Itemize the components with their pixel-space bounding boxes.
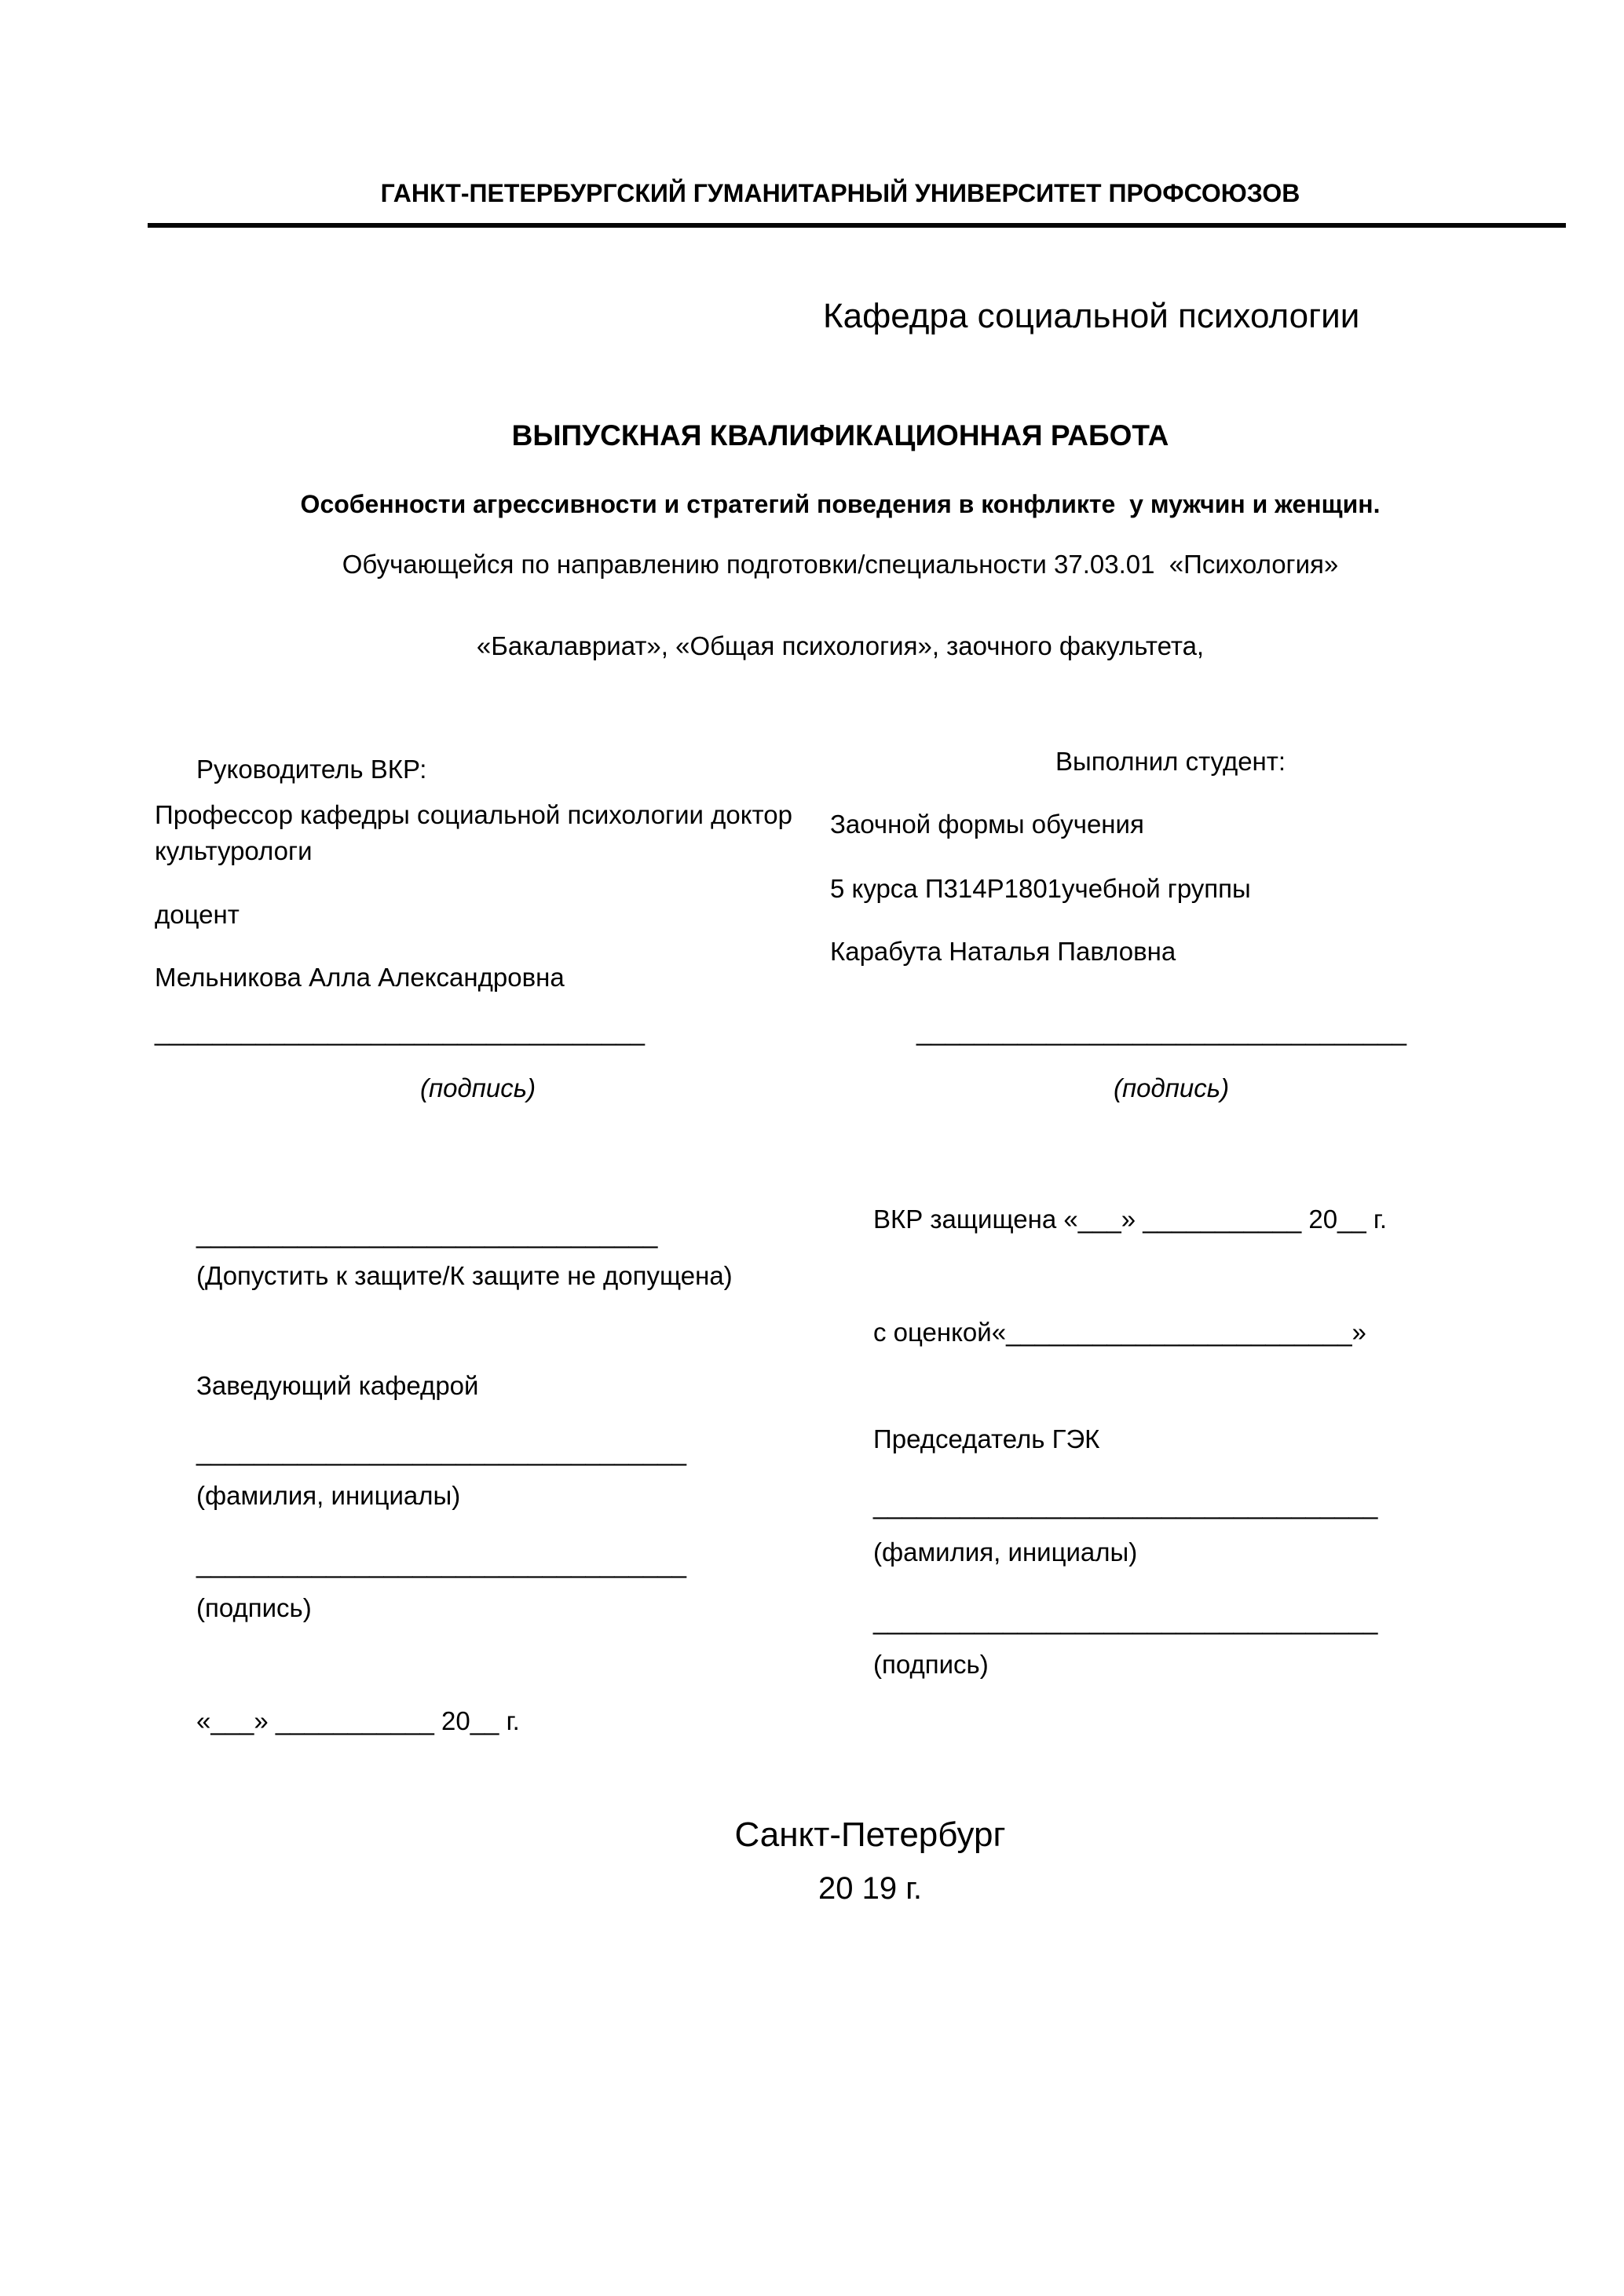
department-head-sign-caption: (подпись) — [196, 1593, 312, 1622]
gek-chair-name-line: ___________________________________ — [873, 1490, 1378, 1519]
supervisor-name: Мельникова Алла Александровна — [155, 963, 565, 992]
department-head-sign-line: __________________________________ — [196, 1549, 687, 1578]
supervisor-signature-caption: (подпись) — [420, 1073, 536, 1102]
gek-chair-label: Председатель ГЭК — [873, 1424, 1100, 1453]
student-group: 5 курса П314Р1801учебной группы — [830, 874, 1251, 903]
work-type-title: ВЫПУСКНАЯ КВАЛИФИКАЦИОННАЯ РАБОТА — [511, 419, 1169, 452]
gek-chair-name-caption: (фамилия, инициалы) — [873, 1537, 1138, 1567]
student-heading: Выполнил студент: — [1055, 747, 1286, 776]
department-head-label: Заведующий кафедрой — [196, 1371, 479, 1400]
admission-blank-line: ________________________________ — [196, 1219, 658, 1249]
student-study-form: Заочной формы обучения — [830, 810, 1144, 839]
admission-date-line: «___» ___________ 20__ г. — [196, 1706, 520, 1735]
supervisor-position: Профессор кафедры социальной психологии доктор культурологи — [155, 800, 800, 865]
admission-caption: (Допустить к защите/К защите не допущена) — [196, 1261, 733, 1290]
student-signature-line: __________________________________ — [916, 1017, 1407, 1046]
supervisor-signature-line: __________________________________ — [155, 1017, 646, 1046]
footer-year: 20 19 г. — [817, 1871, 923, 1906]
gek-chair-sign-line: ___________________________________ — [873, 1606, 1378, 1635]
department-head-name-caption: (фамилия, инициалы) — [196, 1481, 461, 1510]
footer-city: Санкт-Петербург — [734, 1815, 1006, 1854]
defense-grade-line: с оценкой«________________________» — [873, 1318, 1366, 1347]
header-rule — [148, 223, 1566, 228]
specialty-line: Обучающейся по направлению подготовки/специальности 37.03.01 «Психология» — [342, 550, 1339, 579]
thesis-title: Особенности агрессивности и стратегий поведения в конфликте у мужчин и женщин. — [300, 490, 1381, 518]
department-name: Кафедра социальной психологии — [823, 297, 1360, 335]
defense-date-line: ВКР защищена «___» ___________ 20__ г. — [873, 1205, 1388, 1234]
supervisor-rank: доцент — [155, 900, 240, 929]
gek-chair-sign-caption: (подпись) — [873, 1650, 989, 1679]
department-head-name-line: __________________________________ — [196, 1437, 687, 1466]
student-name: Карабута Наталья Павловна — [830, 937, 1176, 966]
program-line: «Бакалавриат», «Общая психология», заочного факультета, — [476, 631, 1205, 660]
student-signature-caption: (подпись) — [1114, 1073, 1230, 1102]
supervisor-heading: Руководитель ВКР: — [196, 755, 427, 784]
university-header: ГАНКТ-ПЕТЕРБУРГСКИЙ ГУМАНИТАРНЫЙ УНИВЕРСИТЕТ ПРОФСОЮЗОВ — [380, 179, 1300, 207]
